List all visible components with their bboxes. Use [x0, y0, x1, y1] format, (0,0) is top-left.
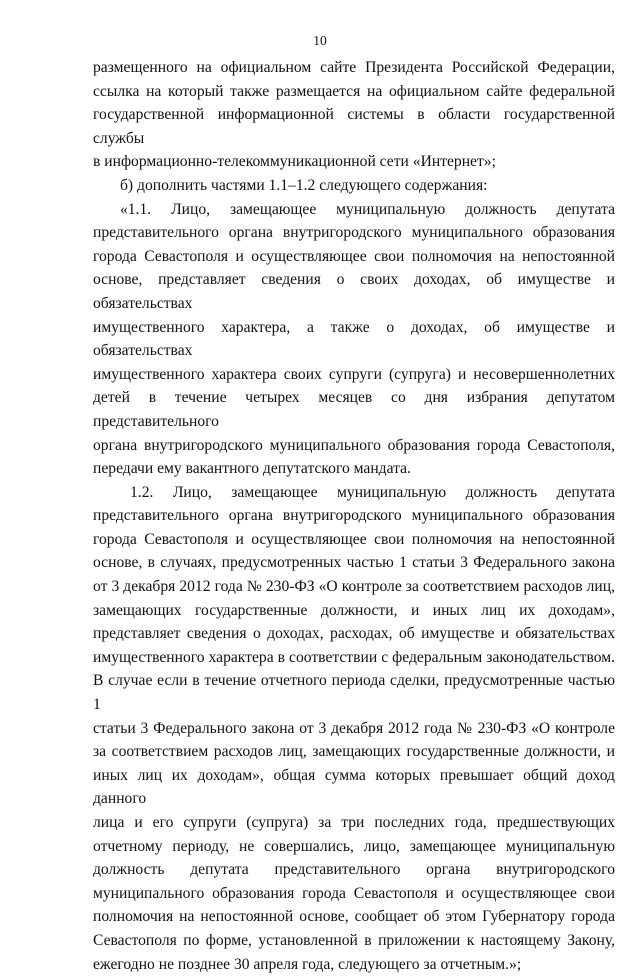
- list-item-b: б) дополнить частями 1.1–1.2 следующего содержания:: [120, 176, 488, 194]
- text-line: имущественного характера в соответствии с федеральным законодательством.: [93, 648, 615, 666]
- text-line: отчетному периоду, не совершались, лицо, замещающее муниципальную: [93, 837, 615, 855]
- text-line: представляет сведения о доходах, расходах, об имуществе и обязательствах: [93, 625, 615, 643]
- text-line: «1.1. Лицо, замещающее муниципальную должность депутата: [120, 200, 615, 218]
- text-line: представительного органа внутригородского муниципального образования: [93, 224, 615, 242]
- text-line: органа внутригородского муниципального образования города Севастополя,: [93, 436, 615, 454]
- text-line: от 3 декабря 2012 года № 230-ФЗ «О контроле за соответствием расходов лиц,: [93, 578, 615, 596]
- text-line: представительного органа внутригородского муниципального образования: [93, 507, 615, 525]
- text-line: замещающих государственные должности, и иных лиц их доходам»,: [93, 601, 615, 619]
- text-line: имущественного характера, а также о доходах, об имуществе и обязательствах: [93, 318, 615, 360]
- text-line: Севастополя по форме, установленной в приложении к настоящему Закону,: [93, 931, 615, 949]
- text-line: полномочия на непостоянной основе, сообщает об этом Губернатору города: [93, 908, 615, 926]
- text-line: статьи 3 Федерального закона от 3 декабря 2012 года № 230-ФЗ «О контроле: [93, 719, 615, 737]
- text-line: В случае если в течение отчетного периода сделки, предусмотренные частью 1: [93, 672, 615, 714]
- page-number: 10: [313, 33, 327, 48]
- text-line: города Севастополя и осуществляющее свои полномочия на непостоянной: [93, 530, 615, 548]
- text-line: детей в течение четырех месяцев со дня избрания депутатом представительного: [93, 389, 615, 430]
- text-line: основе, в случаях, предусмотренных частью 1 статьи 3 Федерального закона: [93, 554, 615, 572]
- text-line: ежегодно не позднее 30 апреля года, следующего за отчетным.»;: [93, 955, 522, 973]
- text-line: в информационно-телекоммуникационной сети «Интернет»;: [93, 153, 496, 171]
- text-line: передачи ему вакантного депутатского мандата.: [93, 460, 411, 478]
- document-body: [93, 56, 615, 976]
- text-line: лица и его супруги (супруга) за три последних года, предшествующих: [93, 814, 615, 831]
- text-line: города Севастополя и осуществляющее свои полномочия на непостоянной: [93, 247, 615, 265]
- text-line: за соответствием расходов лиц, замещающих государственные должности, и: [93, 743, 615, 761]
- text-line: иных лиц их доходам», общая сумма которых превышает общий доход данного: [93, 766, 615, 808]
- text-line: имущественного характера своих супруги (супруга) и несовершеннолетних: [93, 365, 615, 383]
- text-line: государственной информационной системы в области государственной службы: [93, 106, 615, 147]
- text-line: 1.2. Лицо, замещающее муниципальную должность депутата: [130, 483, 615, 501]
- text-line: муниципального образования города Севастополя и осуществляющее свои: [93, 884, 615, 902]
- text-line: размещенного на официальном сайте Президента Российской Федерации,: [93, 59, 615, 76]
- text-line: ссылка на который также размещается на официальном сайте федеральной: [93, 82, 615, 100]
- text-line: должность депутата представительного органа внутригородского: [93, 861, 615, 879]
- text-line: основе, представляет сведения о своих доходах, об имуществе и обязательствах: [93, 271, 615, 312]
